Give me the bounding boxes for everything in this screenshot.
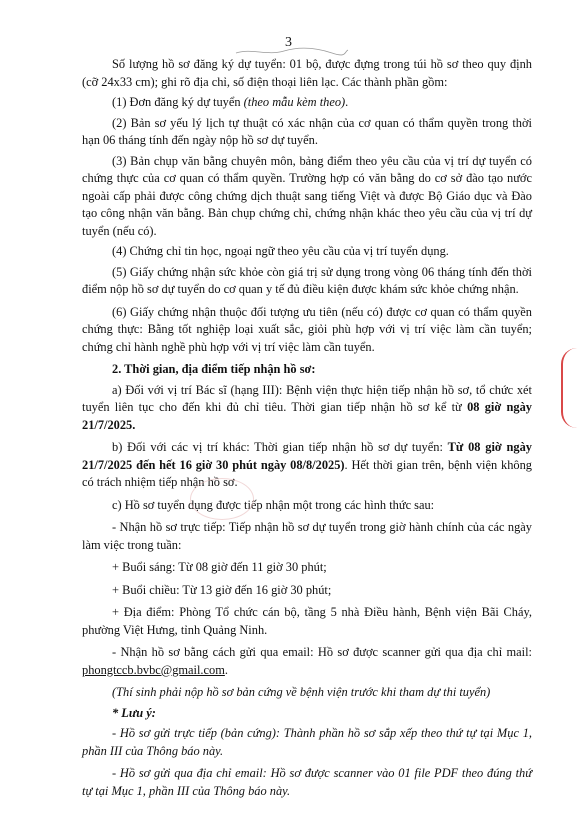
paragraph-item-6: (6) Giấy chứng nhận thuộc đối tượng ưu tiên (nếu có) được cơ quan có thẩm quyền chứng thực: Bằng tốt nghiệp loại xuất sắc, giỏi phù hợp với vị trí việc làm cần tuyển; chứng chỉ hành nghề phù hợp với vị trí việc làm cần tuyển. bbox=[82, 304, 532, 354]
faded-stamp bbox=[190, 478, 254, 520]
page-number: 3 bbox=[285, 35, 292, 50]
italic-note: (theo mẫu kèm theo) bbox=[243, 95, 346, 109]
bold-date-range: Từ 08 giờ ngày 21/7/2025 đến hết 16 giờ 30 phút ngày 08/8/2025) bbox=[82, 440, 533, 472]
note-heading: * Lưu ý: bbox=[112, 705, 156, 720]
paragraph-submission-forms: c) Hồ sơ tuyển dụng được tiếp nhận một trong các hình thức sau: bbox=[112, 497, 435, 512]
paragraph-morning-hours: + Buổi sáng: Từ 08 giờ đến 11 giờ 30 phút; bbox=[112, 560, 327, 574]
paragraph-item-5: (5) Giấy chứng nhận sức khỏe còn giá trị sử dụng trong vòng 06 tháng tính đến thời điểm nộp hồ sơ dự tuyển do cơ quan y tế đủ điều kiện được khám sức khỏe chứng nhận. bbox=[82, 264, 532, 296]
paragraph-location: + Địa điểm: Phòng Tổ chức cán bộ, tầng 5 nhà Điều hành, Bệnh viện Bãi Cháy, phường Việt Hưng, tỉnh Quảng Ninh. bbox=[82, 605, 532, 637]
paragraph-item-1: (1) Đơn đăng ký dự tuyển (theo mẫu kèm theo). bbox=[112, 95, 349, 109]
paragraph-afternoon-hours: + Buổi chiều: Từ 13 giờ đến 16 giờ 30 phút; bbox=[112, 582, 332, 597]
bold-date-start: 08 giờ ngày 21/7/2025. bbox=[82, 400, 532, 432]
note-in-person: - Hồ sơ gửi trực tiếp (bản cứng): Thành phần hồ sơ sắp xếp theo thứ tự tại Mục 1, phần III của Thông báo này. bbox=[82, 726, 532, 758]
paragraph-in-person: - Nhận hồ sơ trực tiếp: Tiếp nhận hồ sơ dự tuyển trong giờ hành chính của các ngày làm việc trong tuần: bbox=[82, 520, 532, 552]
paragraph-item-3: (3) Bản chụp văn bằng chuyên môn, bảng điểm theo yêu cầu của vị trí dự tuyển có chứng thực của cơ quan có thẩm quyền. Trường hợp có văn bằng do cơ sở đào tạo nước ngoài cấp phải được công chứng dịch thuật sang tiếng Việt và được Bộ Giáo dục và Đào tạo công nhận văn bằng. Bản chụp chứng chỉ, chứng nhận khác theo yêu cầu của vị trí dự tuyển (nếu có). bbox=[82, 153, 532, 238]
paragraph-item-2: (2) Bản sơ yếu lý lịch tự thuật có xác nhận của cơ quan có thẩm quyền trong thời hạn 06 tháng tính đến ngày nộp hồ sơ dự tuyển. bbox=[82, 115, 532, 147]
document-body bbox=[82, 56, 532, 800]
paragraph-doctor-position: a) Đối với vị trí Bác sĩ (hạng III): Bệnh viện thực hiện tiếp nhận hồ sơ, tổ chức xét tuyển liên tục cho đến khi đủ chỉ tiêu. Thời gian tiếp nhận hồ sơ kể từ 08 giờ ngày 21/7/2025. bbox=[82, 382, 532, 432]
paragraph-other-positions: b) Đối với các vị trí khác: Thời gian tiếp nhận hồ sơ dự tuyển: Từ 08 giờ ngày 21/7/2025 đến hết 16 giờ 30 phút ngày 08/8/2025). Hết thời gian trên, bệnh viện không có trách nhiệm tiếp nhận hồ sơ. bbox=[82, 440, 533, 489]
section-heading-2: 2. Thời gian, địa điểm tiếp nhận hồ sơ: bbox=[112, 362, 316, 376]
paragraph-quantity: Số lượng hồ sơ đăng ký dự tuyển: 01 bộ, được đựng trong túi hồ sơ theo quy định (cỡ 24x33 cm); ghi rõ địa chỉ, số điện thoại liên lạc. Các thành phần gồm: bbox=[82, 57, 532, 89]
email-link[interactable]: phongtccb.bvbc@gmail.com bbox=[82, 662, 225, 677]
note-email: - Hồ sơ gửi qua địa chỉ email: Hồ sơ được scanner vào 01 file PDF theo đúng thứ tự tại Mục 1, phần III của Thông báo này. bbox=[82, 766, 532, 798]
paragraph-email-submission: - Nhận hồ sơ bằng cách gửi qua email: Hồ sơ được scanner gửi qua địa chỉ mail: phongtccb.bvbc@gmail.com. bbox=[82, 645, 532, 677]
paragraph-hardcopy-note: (Thí sinh phải nộp hồ sơ bản cứng về bệnh viện trước khi tham dự thi tuyển) bbox=[112, 685, 491, 699]
red-stamp-edge bbox=[561, 348, 577, 428]
paragraph-item-4: (4) Chứng chỉ tin học, ngoại ngữ theo yêu cầu của vị trí tuyển dụng. bbox=[112, 244, 449, 258]
